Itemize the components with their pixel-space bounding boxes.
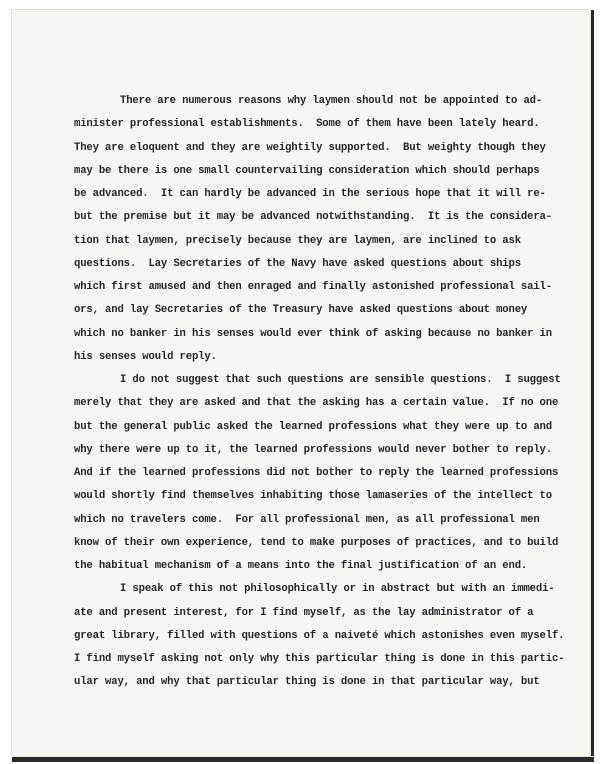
text-line: They are eloquent and they are weightily supported. But weighty though they	[74, 141, 546, 154]
page-shadow-right	[591, 10, 594, 756]
text-line: know of their own experience, tend to make purposes of practices, and to build	[74, 536, 559, 549]
text-line: tion that laymen, precisely because they are laymen, are inclined to ask	[74, 234, 521, 247]
text-line: but the premise but it may be advanced notwithstanding. It is the considera-	[74, 211, 552, 224]
text-line: but the general public asked the learned professions what they were up to and	[74, 420, 552, 433]
text-line: the habitual mechanism of a means into the final justification of an end.	[74, 560, 528, 572]
text-line: And if the learned professions did not bother to reply the learned professions	[74, 467, 559, 479]
text-line: questions. Lay Secretaries of the Navy have asked questions about ships	[74, 257, 521, 270]
text-line: I find myself asking not only why this particular thing is done in this partic-	[74, 653, 565, 665]
text-line: be advanced. It can hardly be advanced in the serious hope that it will re-	[74, 188, 546, 200]
text-line: great library, filled with questions of a naiveté which astonishes even myself.	[74, 629, 565, 642]
text-line: which no banker in his senses would ever think of asking because no banker in	[74, 327, 552, 340]
text-line: which no travelers come. For all professional men, as all professional men	[74, 513, 540, 526]
text-line: There are numerous reasons why laymen should not be appointed to ad-	[120, 95, 543, 107]
text-line: I do not suggest that such questions are sensible questions. I suggest	[120, 374, 561, 386]
text-line: why there were up to it, the learned professions would never bother to reply.	[74, 443, 552, 456]
text-line: ors, and lay Secretaries of the Treasury have asked questions about money	[74, 304, 528, 317]
page-shadow-bottom	[12, 757, 594, 762]
text-line: which first amused and then enraged and finally astonished professional sail-	[74, 281, 552, 293]
text-line: minister professional establishments. Some of them have been lately heard.	[74, 118, 540, 131]
typewritten-text-body	[74, 90, 565, 695]
text-line: ate and present interest, for I find myself, as the lay administrator of a	[74, 606, 534, 619]
text-line: ular way, and why that particular thing is done in that particular way, but	[74, 676, 540, 689]
text-line: I speak of this not philosophically or in abstract but with an immedi-	[120, 583, 555, 596]
text-line: would shortly find themselves inhabiting those lamaseries of the intellect to	[74, 490, 552, 503]
text-line: his senses would reply.	[74, 350, 217, 363]
text-line: merely that they are asked and that the asking has a certain value. If no one	[74, 397, 559, 410]
text-line: may be there is one small countervailing consideration which should perhaps	[74, 164, 540, 177]
